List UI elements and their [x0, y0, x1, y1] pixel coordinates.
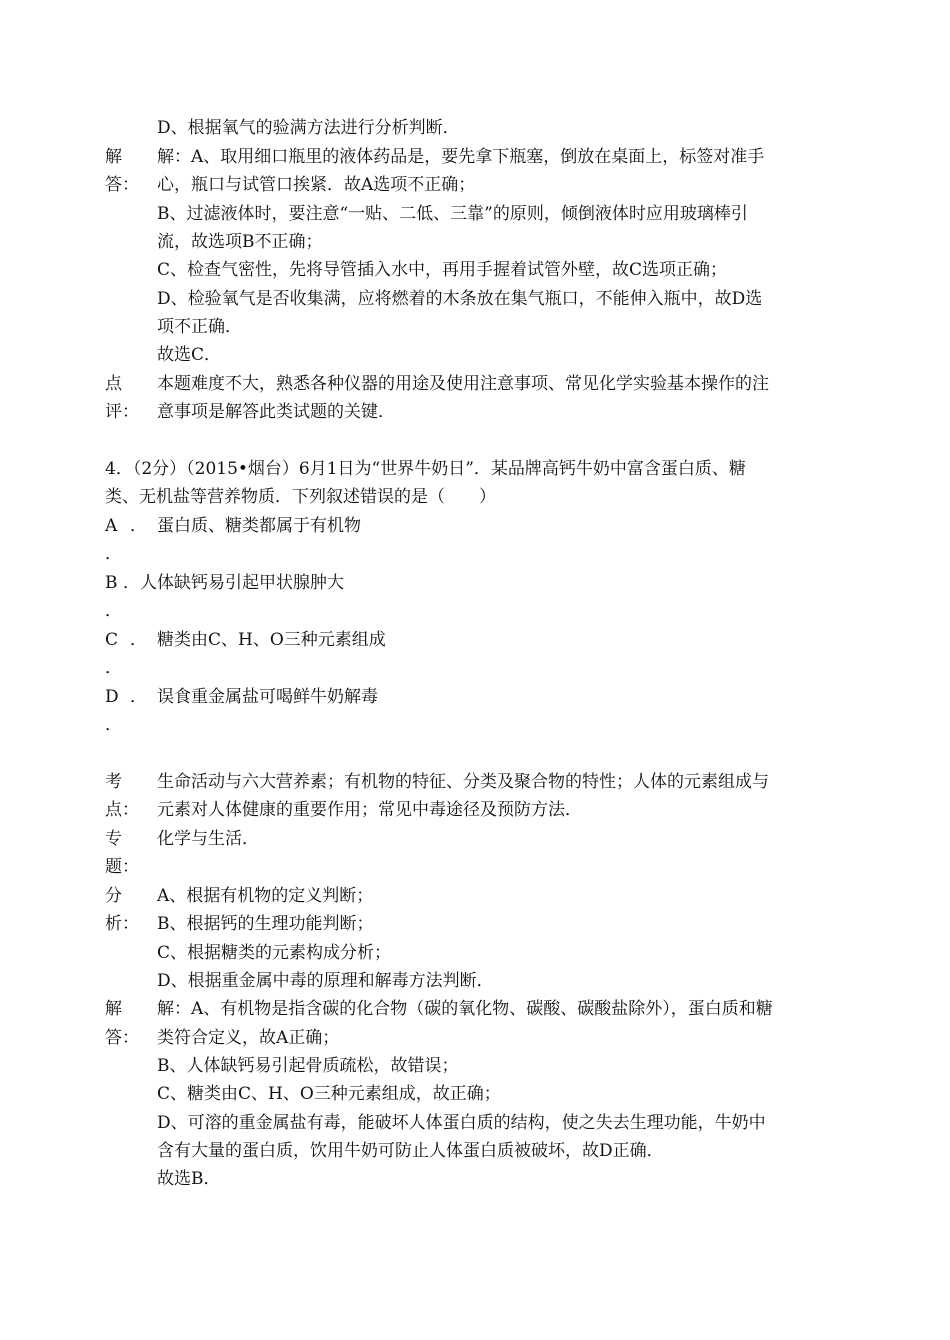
q3-comment-label-1: 点 [105, 374, 122, 394]
q4-kaodian-label-1: 考 [105, 772, 122, 792]
q3-answer-line: 流，故选项B不正确； [157, 232, 323, 252]
q4-option-a-text: 蛋白质、糖类都属于有机物 [157, 516, 361, 536]
q4-answer-line: 类符合定义，故A正确； [157, 1028, 340, 1048]
q4-fenxi-line: A、根据有机物的定义判断； [157, 886, 374, 906]
q4-answer-line: B、人体缺钙易引起骨质疏松，故错误； [157, 1056, 459, 1076]
q3-answer-label-1: 解 [105, 147, 122, 167]
q4-option-d-letter: D [105, 687, 119, 707]
q3-comment-label-2: 评： [105, 402, 139, 422]
q4-option-c-text: 糖类由C、H、O三种元素组成 [157, 630, 386, 650]
q3-comment-line: 本题难度不大，熟悉各种仪器的用途及使用注意事项、常见化学实验基本操作的注 [157, 374, 769, 394]
q4-option-c-letter: C [105, 630, 119, 650]
q3-answer-line: B、过滤液体时，要注意“一贴、二低、三靠”的原则，倾倒液体时应用玻璃棒引 [157, 204, 748, 224]
q4-stem-line: 类、无机盐等营养物质．下列叙述错误的是（ ） [105, 487, 496, 507]
q4-answer-line: 含有大量的蛋白质，饮用牛奶可防止人体蛋白质被破坏，故D正确． [157, 1141, 664, 1161]
q4-stem-line: 4．（2分）（2015•烟台）6月1日为“世界牛奶日”．某品牌高钙牛奶中富含蛋白质、糖 [105, 459, 746, 479]
q4-option-b-text: 人体缺钙易引起甲状腺肿大 [140, 573, 344, 593]
q4-fenxi-label-1: 分 [105, 886, 122, 906]
q4-answer-line: 故选B． [157, 1169, 221, 1189]
q4-option-c-dot: ． [105, 658, 122, 678]
q4-option-a-letter: A [105, 516, 118, 536]
q3-answer-line: 心，瓶口与试管口挨紧．故A选项不正确； [157, 175, 476, 195]
q4-fenxi-label-2: 析： [105, 914, 139, 934]
q4-fenxi-line: D、根据重金属中毒的原理和解毒方法判断． [157, 971, 494, 991]
q3-answer-line: D、检验氧气是否收集满，应将燃着的木条放在集气瓶口，不能伸入瓶中，故D选 [157, 289, 763, 309]
q4-answer-line: 解：A、有机物是指含碳的化合物（碳的氧化物、碳酸、碳酸盐除外），蛋白质和糖 [157, 999, 773, 1019]
q3-answer-line: 项不正确． [157, 317, 242, 337]
q4-fenxi-line: C、根据糖类的元素构成分析； [157, 943, 392, 963]
q4-kaodian-line: 生命活动与六大营养素；有机物的特征、分类及聚合物的特性；人体的元素组成与 [157, 772, 769, 792]
q4-option-b-dot-inline: ． [123, 573, 140, 593]
q4-option-d-dot: ． [105, 715, 122, 735]
q3-analysis-tail: D、根据氧气的验满方法进行分析判断． [157, 118, 460, 138]
q4-answer-line: D、可溶的重金属盐有毒，能破坏人体蛋白质的结构，使之失去生理功能，牛奶中 [157, 1113, 766, 1133]
q4-option-b-letter: B [105, 573, 118, 593]
q3-comment-line: 意事项是解答此类试题的关键． [157, 402, 395, 422]
q3-answer-line: C、检查气密性，先将导管插入水中，再用手握着试管外壁，故C选项正确； [157, 260, 728, 280]
q4-option-b-dot: ． [105, 601, 122, 621]
q4-fenxi-line: B、根据钙的生理功能判断； [157, 914, 374, 934]
q4-zhuanti-label-2: 题： [105, 857, 139, 877]
q4-answer-line: C、糖类由C、H、O三种元素组成，故正确； [157, 1084, 501, 1104]
q4-answer-label-1: 解 [105, 999, 122, 1019]
q4-kaodian-label-2: 点： [105, 800, 139, 820]
q3-answer-line: 解：A、取用细口瓶里的液体药品是，要先拿下瓶塞，倒放在桌面上，标签对准手 [157, 147, 765, 167]
q4-answer-label-2: 答： [105, 1028, 139, 1048]
q4-kaodian-line: 元素对人体健康的重要作用；常见中毒途径及预防方法． [157, 800, 582, 820]
q4-zhuanti-label-1: 专 [105, 829, 122, 849]
q4-option-a-dot: ． [105, 544, 122, 564]
q4-option-c-dot-inline: ． [130, 630, 147, 650]
q3-answer-line: 故选C． [157, 345, 222, 365]
q4-zhuanti-line: 化学与生活． [157, 829, 259, 849]
q3-answer-label-2: 答： [105, 175, 139, 195]
q4-option-d-text: 误食重金属盐可喝鲜牛奶解毒 [157, 687, 378, 707]
q4-option-a-dot-inline: ． [130, 516, 147, 536]
q4-option-d-dot-inline: ． [130, 687, 147, 707]
